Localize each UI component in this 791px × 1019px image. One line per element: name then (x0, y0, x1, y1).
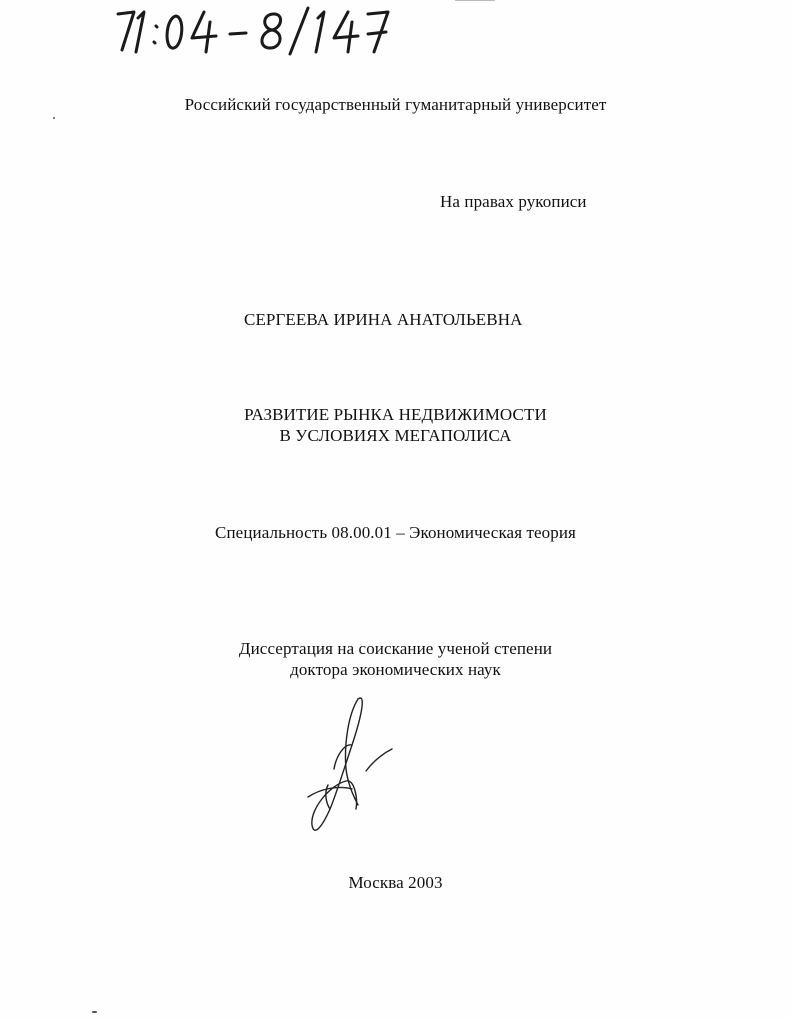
handwritten-archive-number (112, 0, 432, 60)
dissertation-title-line-2: В УСЛОВИЯХ МЕГАПОЛИСА (279, 426, 512, 445)
signature (300, 685, 400, 845)
city-year: Москва 2003 (348, 873, 443, 892)
specialty-line: Специальность 08.00.01 – Экономическая теория (215, 523, 576, 542)
degree-line-2: доктора экономических наук (290, 660, 501, 679)
scan-speck (92, 1011, 97, 1013)
rights-notice: На правах рукописи (440, 192, 587, 211)
scan-speck (53, 117, 55, 119)
scan-edge-mark (455, 0, 495, 1)
degree-line-1: Диссертация на соискание ученой степени (238, 639, 553, 658)
author-name: СЕРГЕЕВА ИРИНА АНАТОЛЬЕВНА (244, 310, 523, 329)
dissertation-title-line-1: РАЗВИТИЕ РЫНКА НЕДВИЖИМОСТИ (244, 405, 547, 424)
university-name: Российский государственный гуманитарный университет (184, 95, 607, 114)
